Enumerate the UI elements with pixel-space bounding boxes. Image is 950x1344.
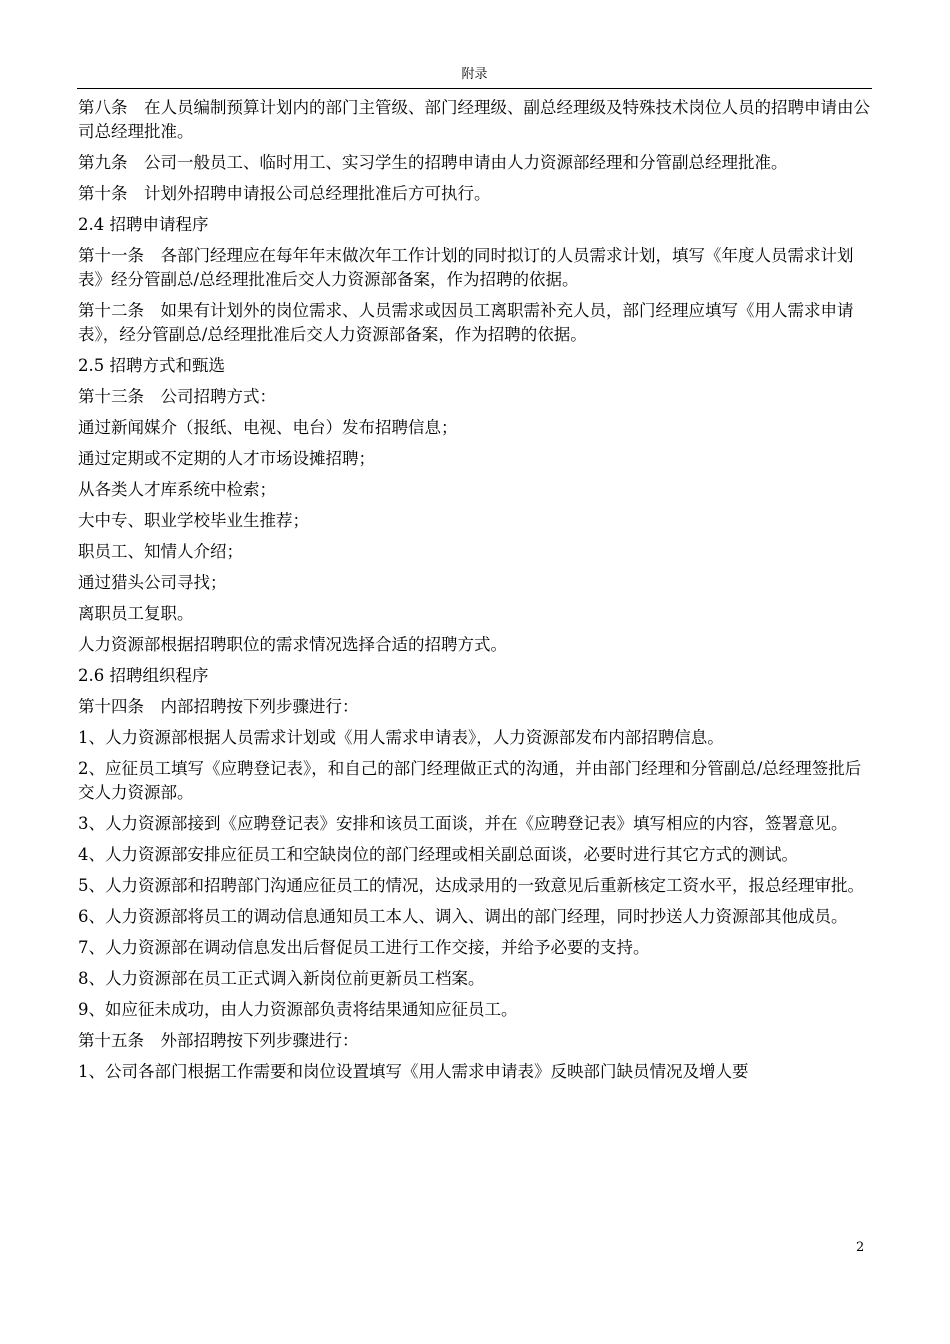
list-item: 通过新闻媒介（报纸、电视、电台）发布招聘信息； [78, 418, 458, 437]
list-item: 5、人力资源部和招聘部门沟通应征员工的情况，达成录用的一致意见后重新核定工资水平，报总经理审批。 [78, 876, 864, 895]
list-item: 通过猎头公司寻找； [78, 573, 227, 592]
page-number: 2 [856, 1240, 865, 1255]
paragraph-article-8: 第八条 在人员编制预算计划内的部门主管级、部门经理级、副总经理级及特殊技术岗位人员的招聘申请由公司总经理批准。 [78, 98, 870, 141]
list-item: 8、人力资源部在员工正式调入新岗位前更新员工档案。 [78, 969, 485, 988]
header-title: 附录 [461, 67, 488, 82]
list-item: 9、如应征未成功，由人力资源部负责将结果通知应征员工。 [78, 1000, 518, 1019]
list-item: 6、人力资源部将员工的调动信息通知员工本人、调入、调出的部门经理，同时抄送人力资源部其他成员。 [78, 907, 848, 926]
paragraph-article-15: 第十五条 外部招聘按下列步骤进行： [78, 1031, 359, 1050]
list-item: 2、应征员工填写《应聘登记表》，和自己的部门经理做正式的沟通，并由部门经理和分管副总/总经理签批后交人力资源部。 [78, 759, 862, 802]
list-item: 1、人力资源部根据人员需求计划或《用人需求申请表》，人力资源部发布内部招聘信息。 [78, 728, 724, 747]
list-item: 从各类人才库系统中检索； [78, 480, 276, 499]
list-item: 7、人力资源部在调动信息发出后督促员工进行工作交接，并给予必要的支持。 [78, 938, 650, 957]
paragraph-article-14: 第十四条 内部招聘按下列步骤进行： [78, 697, 359, 716]
paragraph-article-10: 第十条 计划外招聘申请报公司总经理批准后方可执行。 [78, 184, 491, 203]
page-header [77, 62, 872, 89]
list-item: 职员工、知情人介绍； [78, 542, 243, 561]
list-item: 1、公司各部门根据工作需要和岗位设置填写《用人需求申请表》反映部门缺员情况及增人要 [78, 1062, 749, 1081]
list-item: 离职员工复职。 [78, 604, 194, 623]
paragraph-article-9: 第九条 公司一般员工、临时用工、实习学生的招聘申请由人力资源部经理和分管副总经理批准。 [78, 153, 788, 172]
paragraph-article-11: 第十一条 各部门经理应在每年年末做次年工作计划的同时拟订的人员需求计划，填写《年度人员需求计划表》经分管副总/总经理批准后交人力资源部备案，作为招聘的依据。 [78, 246, 854, 289]
section-heading-2-4: 2.4 招聘申请程序 [78, 215, 209, 234]
paragraph-method-selection: 人力资源部根据招聘职位的需求情况选择合适的招聘方式。 [78, 635, 507, 654]
section-heading-2-5: 2.5 招聘方式和甄选 [78, 356, 225, 375]
list-item: 3、人力资源部接到《应聘登记表》安排和该员工面谈，并在《应聘登记表》填写相应的内容，签署意见。 [78, 814, 848, 833]
list-item: 大中专、职业学校毕业生推荐； [78, 511, 309, 530]
paragraph-article-13: 第十三条 公司招聘方式： [78, 387, 276, 406]
list-item: 4、人力资源部安排应征员工和空缺岗位的部门经理或相关副总面谈，必要时进行其它方式的测试。 [78, 845, 798, 864]
section-heading-2-6: 2.6 招聘组织程序 [78, 666, 209, 685]
paragraph-article-12: 第十二条 如果有计划外的岗位需求、人员需求或因员工离职需补充人员，部门经理应填写《用人需求申请表》，经分管副总/总经理批准后交人力资源部备案，作为招聘的依据。 [78, 301, 854, 344]
document-body [78, 96, 870, 1091]
list-item: 通过定期或不定期的人才市场设摊招聘； [78, 449, 375, 468]
